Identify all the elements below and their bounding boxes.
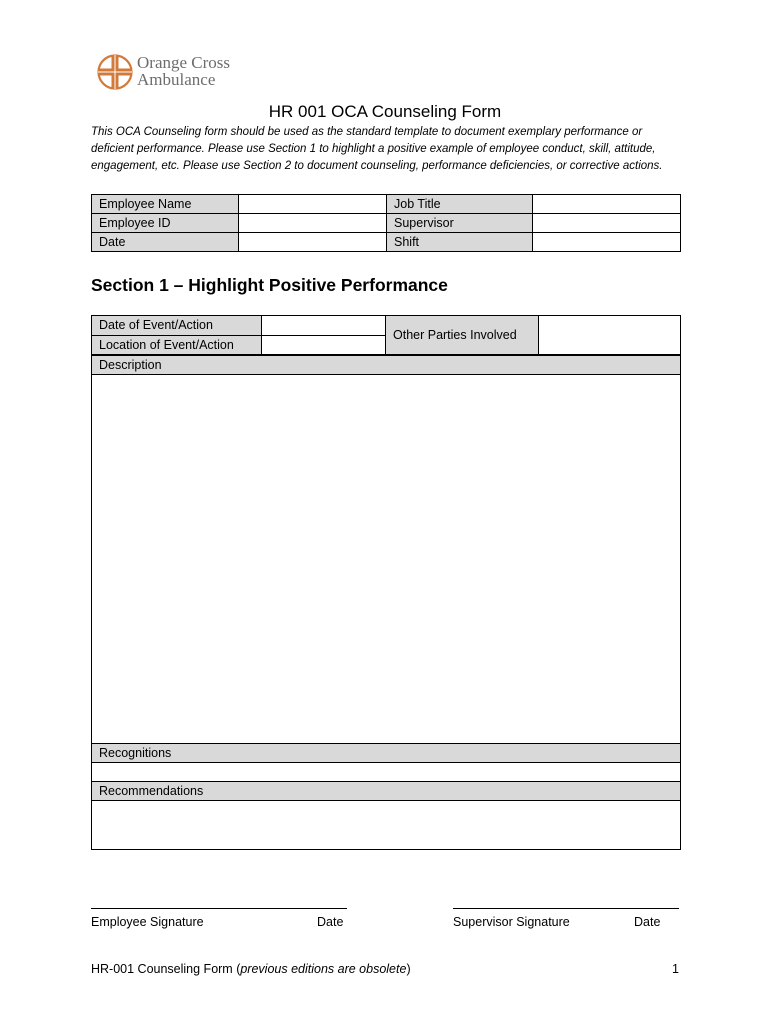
table-row (92, 763, 681, 782)
table-row (92, 356, 681, 375)
supervisor-date-label: Date (634, 915, 661, 929)
section-1-heading: Section 1 – Highlight Positive Performance (91, 275, 448, 295)
table-row (92, 195, 681, 214)
date-label: Date (92, 233, 239, 252)
employee-id-field[interactable] (239, 214, 387, 233)
recommendations-field[interactable] (92, 801, 681, 850)
supervisor-signature-line[interactable] (453, 908, 679, 909)
other-parties-field[interactable] (539, 316, 681, 355)
footer-text-italic: previous editions are obsolete (240, 962, 407, 976)
table-row (92, 316, 681, 336)
table-row (92, 744, 681, 763)
employee-info-table (91, 194, 681, 252)
logo-line-2: Ambulance (137, 70, 216, 89)
date-field[interactable] (239, 233, 387, 252)
employee-date-label: Date (317, 915, 344, 929)
form-instructions: This OCA Counseling form should be used as the standard template to document exemplary performance or deficient performance. Please use Section 1 to highlight a positive example of employee conduct, skill, attitude, engagement, etc. Please use Section 2 to document counseling, performance deficiencies, or corrective actions. (91, 126, 663, 173)
recognitions-label: Recognitions (92, 744, 681, 763)
table-row (92, 782, 681, 801)
footer-text-prefix: HR-001 Counseling Form ( (91, 962, 241, 976)
employee-signature-label: Employee Signature (91, 915, 204, 929)
company-logo (96, 52, 256, 96)
table-row (92, 801, 681, 850)
date-of-event-field[interactable] (262, 316, 386, 336)
description-label: Description (92, 356, 681, 375)
employee-name-field[interactable] (239, 195, 387, 214)
table-row (92, 214, 681, 233)
supervisor-label: Supervisor (387, 214, 533, 233)
supervisor-signature-label: Supervisor Signature (453, 915, 570, 929)
other-parties-label: Other Parties Involved (386, 316, 539, 355)
logo-line-1: Orange Cross (137, 53, 231, 72)
supervisor-field[interactable] (533, 214, 681, 233)
employee-id-label: Employee ID (92, 214, 239, 233)
employee-name-label: Employee Name (92, 195, 239, 214)
table-row (92, 375, 681, 744)
page-number: 1 (672, 962, 679, 976)
description-field[interactable] (92, 375, 681, 744)
orange-cross-circle-icon (96, 52, 136, 92)
section-1-details-table (91, 355, 681, 850)
footer-text-suffix: ) (406, 962, 411, 976)
recognitions-field[interactable] (92, 763, 681, 782)
shift-label: Shift (387, 233, 533, 252)
job-title-label: Job Title (387, 195, 533, 214)
job-title-field[interactable] (533, 195, 681, 214)
date-of-event-label: Date of Event/Action (92, 316, 262, 336)
location-of-event-label: Location of Event/Action (92, 335, 262, 355)
page-footer (91, 961, 411, 977)
event-details-table (91, 315, 681, 355)
logo-wordmark (137, 54, 230, 88)
form-title: HR 001 OCA Counseling Form (268, 102, 502, 121)
recommendations-label: Recommendations (92, 782, 681, 801)
employee-signature-line[interactable] (91, 908, 347, 909)
shift-field[interactable] (533, 233, 681, 252)
table-row (92, 233, 681, 252)
location-of-event-field[interactable] (262, 335, 386, 355)
